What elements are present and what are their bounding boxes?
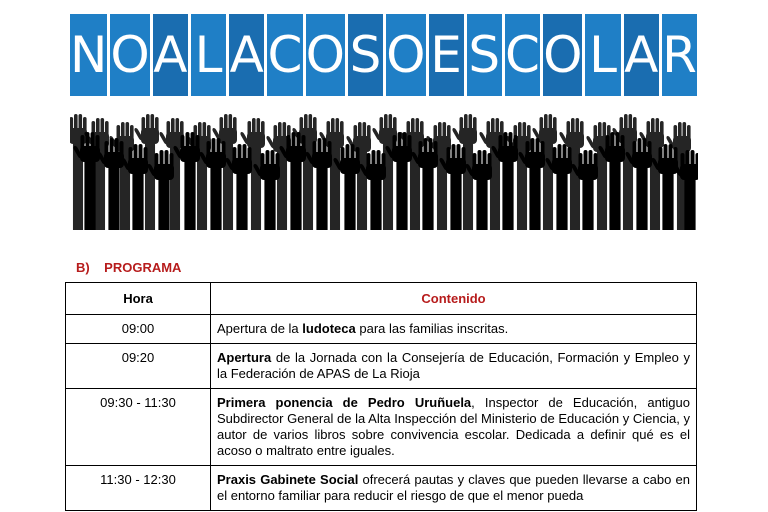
banner-letter: A — [624, 14, 659, 96]
content-text: ofrecerá pautas y claves que pueden llevarse a cabo en el entorno familiar para reducir el riesgo de que el menor pueda — [217, 472, 690, 503]
banner-letter: O — [110, 14, 149, 96]
banner-letter: C — [267, 14, 302, 96]
table-row — [66, 389, 697, 466]
content-cell — [211, 466, 697, 511]
banner-letter: O — [306, 14, 345, 96]
banner-letter: E — [429, 14, 464, 96]
content-bold: Apertura — [217, 350, 272, 365]
column-header-contenido: Contenido — [211, 283, 697, 315]
content-text: , Inspector de Educación, antiguo Subdirector General de la Alta Inspección del Ministerio de Educación y Ciencia, y autor de varios libros sobre convivencia escolar. Dedicada a definir qué es el acoso o maltrato entre iguales. — [217, 395, 690, 458]
section-heading: B) PROGRAMA — [76, 260, 182, 275]
banner-letter: L — [191, 14, 226, 96]
program-table — [65, 282, 697, 511]
table-row — [66, 466, 697, 511]
banner-letter: A — [229, 14, 264, 96]
banner-letter: S — [467, 14, 502, 96]
content-cell — [211, 389, 697, 466]
time-cell: 09:00 — [66, 315, 211, 344]
time-cell: 11:30 - 12:30 — [66, 466, 211, 511]
banner-letter: N — [70, 14, 107, 96]
table-row — [66, 315, 697, 344]
content-text: Apertura de la — [217, 321, 303, 336]
raised-hands-illustration — [70, 112, 698, 230]
column-header-hora: Hora — [66, 283, 211, 315]
table-header-row — [66, 283, 697, 315]
content-cell — [211, 315, 697, 344]
time-cell: 09:20 — [66, 344, 211, 389]
banner-letter: O — [543, 14, 582, 96]
banner-letter: R — [662, 14, 697, 96]
content-bold: Praxis Gabinete Social — [217, 472, 359, 487]
content-bold: ludoteca — [302, 321, 356, 336]
content-cell — [211, 344, 697, 389]
no-al-acoso-escolar-banner — [70, 14, 697, 96]
content-text: para las familias inscritas. — [355, 321, 509, 336]
content-text: de la Jornada con la Consejería de Educación, Formación y Empleo y la Federación de APAS de La Rioja — [217, 350, 690, 381]
banner-letter: O — [386, 14, 425, 96]
banner-letter: C — [505, 14, 540, 96]
content-bold: Primera ponencia de Pedro Uruñuela — [217, 395, 472, 410]
time-cell: 09:30 - 11:30 — [66, 389, 211, 466]
banner-letter: L — [585, 14, 620, 96]
banner-letter: S — [348, 14, 383, 96]
table-row — [66, 344, 697, 389]
banner-letter: A — [153, 14, 188, 96]
